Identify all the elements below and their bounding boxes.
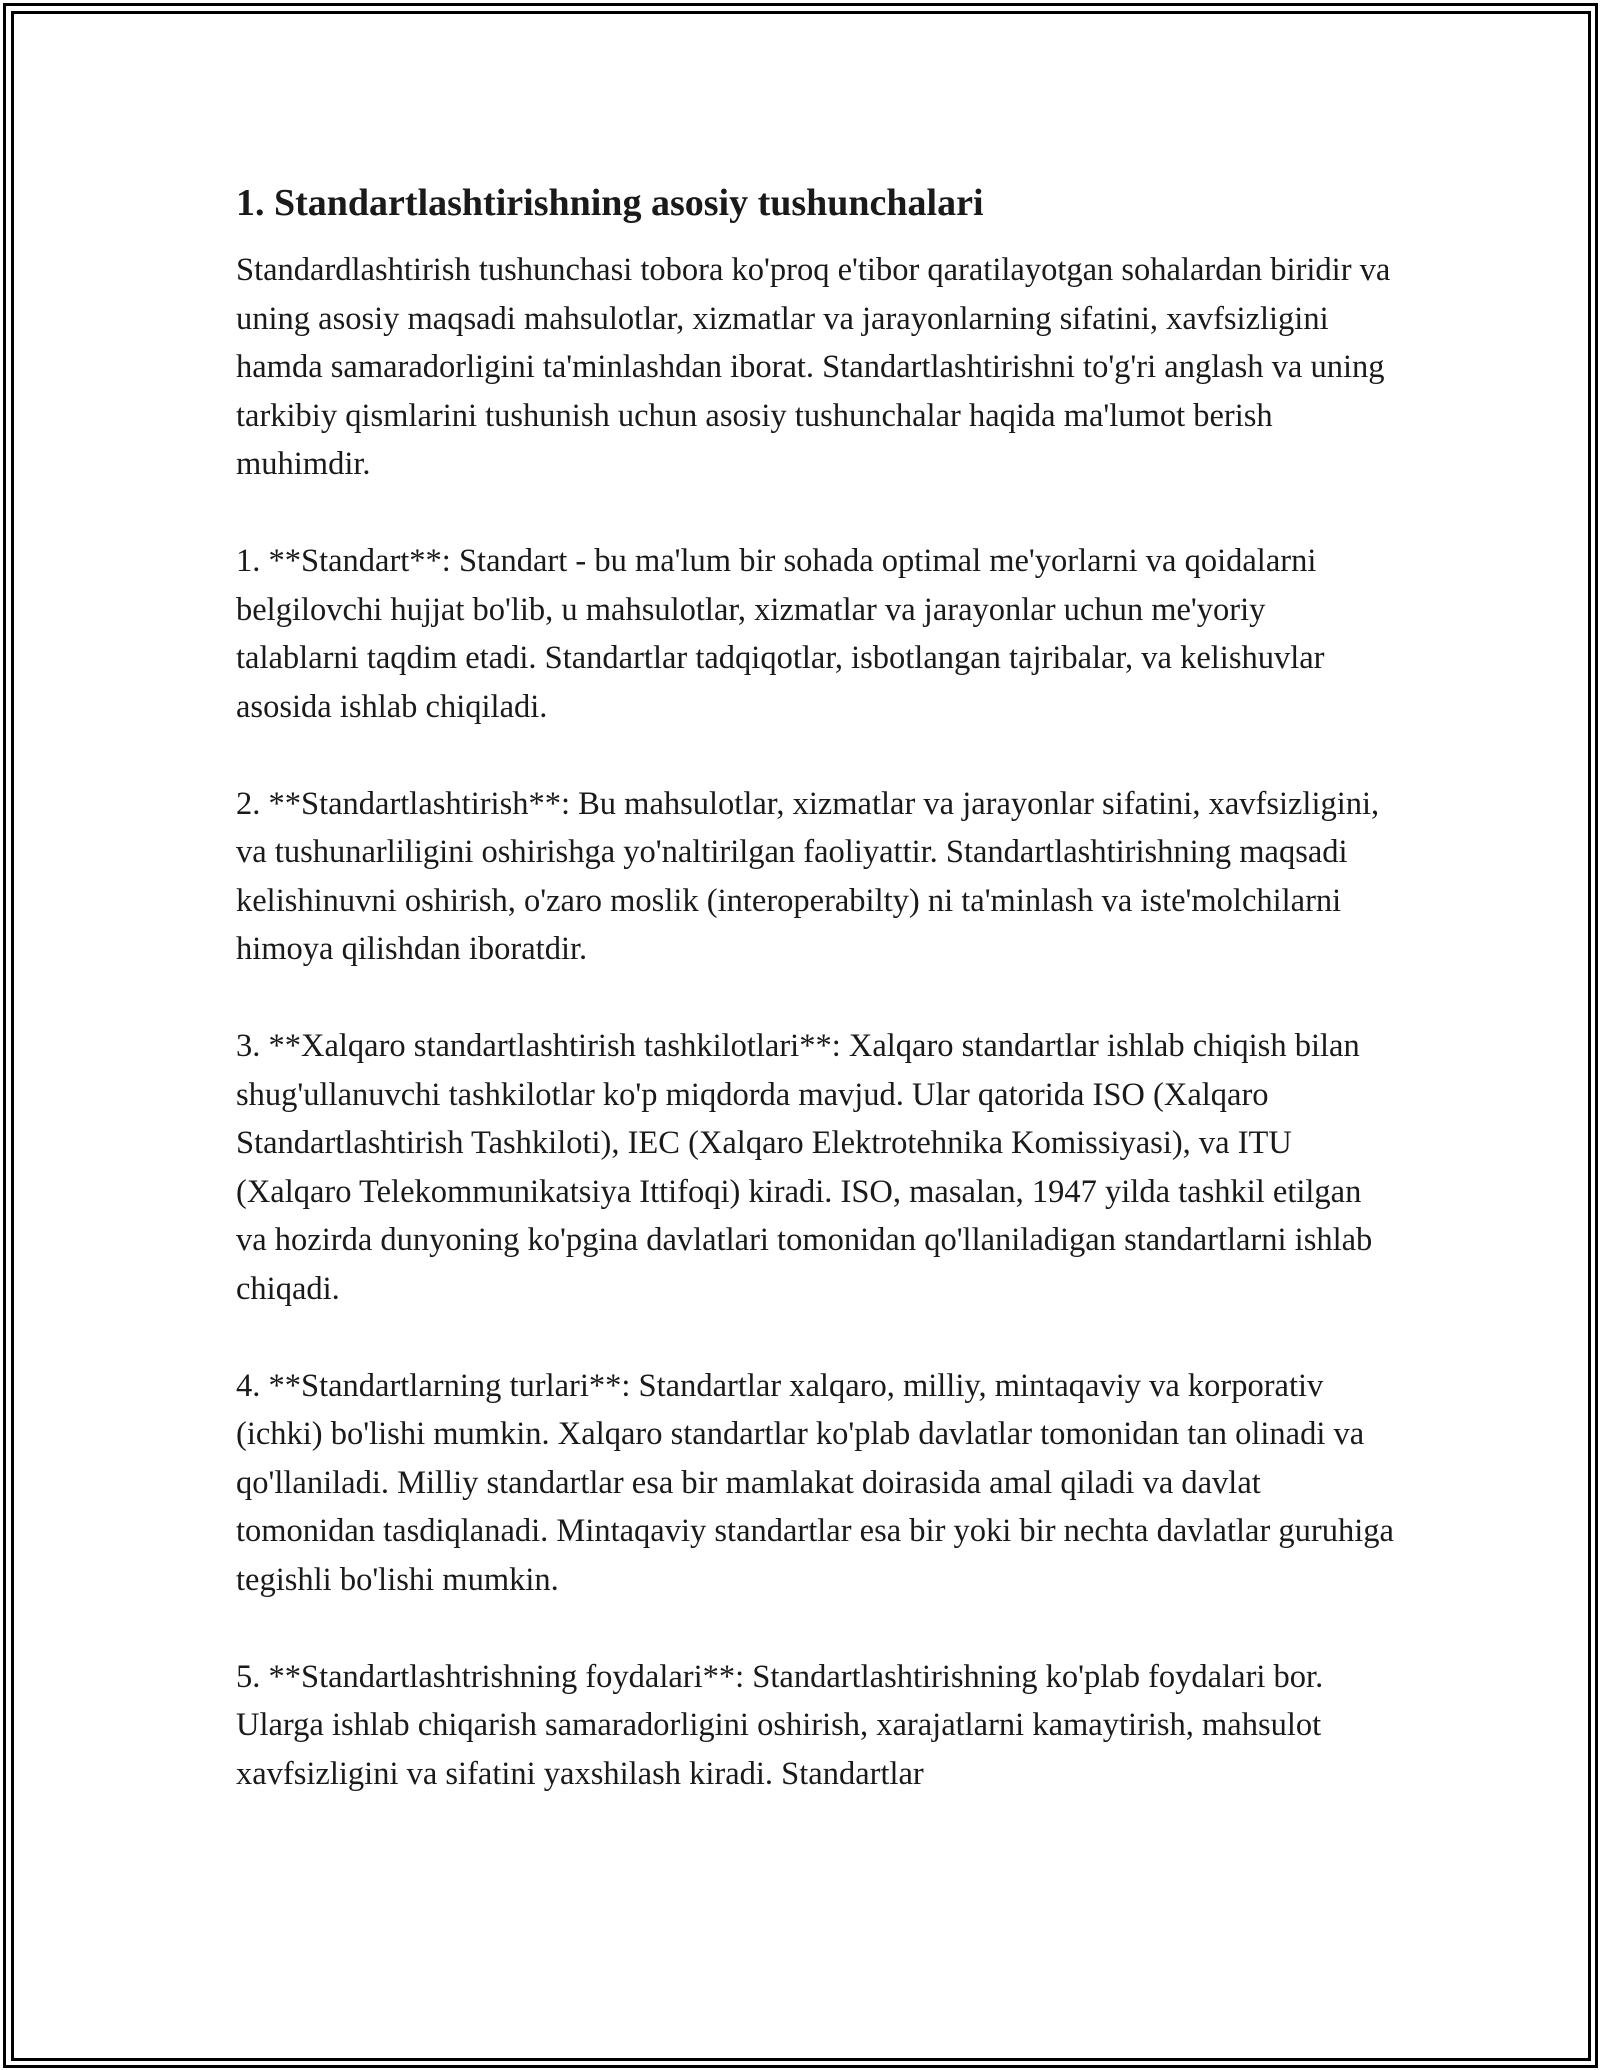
paragraph-standartlashtirish: 2. **Standartlashtirish**: Bu mahsulotlar, xizmatlar va jarayonlar sifatini, xavfsizligini, va tushunarliligini oshirishga yo'naltirilgan faoliyattir. Standartlashtirishning maqsadi kelishinuvni oshirish, o'zaro moslik (interoperabilty) ni ta'minlash va iste'molchilarni himoya qilishdan iboratdir. — [236, 785, 1380, 967]
intro-paragraph: Standardlashtirish tushunchasi tobora ko'proq e'tibor qaratilayotgan sohalardan biridir va uning asosiy maqsadi mahsulotlar, xizmatlar va jarayonlarning sifatini, xavfsizligini hamda samaradorligini ta'minlashdan iborat. Standartlashtirishni to'g'ri anglash va uning tarkibiy qismlarini tushunish uchun asosiy tushunchalar haqida ma'lumot berish muhimdir. — [236, 252, 1391, 482]
paragraph-foydalari: 5. **Standartlashtrishning foydalari**: Standartlashtirishning ko'plab foydalari bor. Ularga ishlab chiqarish samaradorligini oshirish, xarajatlarni kamaytirish, mahsulot xavfsizligini va sifatini yaxshilash kiradi. Standartlar — [236, 1658, 1324, 1792]
document-title: 1. Standartlashtirishning asosiy tushunchalari — [236, 182, 984, 224]
paragraph-xalqaro-tashkilotlar: 3. **Xalqaro standartlashtirish tashkilotlari**: Xalqaro standartlar ishlab chiqish bilan shug'ullanuvchi tashkilotlar ko'p miqdorda mavjud. Ular qatorida ISO (Xalqaro Standartlashtirish Tashkiloti), IEC (Xalqaro Elektrotehnika Komissiyasi), va ITU (Xalqaro Telekommunikatsiya Ittifoqi) kiradi. ISO, masalan, 1947 yilda tashkil etilgan va hozirda dunyoning ko'pgina davlatlari tomonidan qo'llaniladigan standartlarni ishlab chiqadi. — [236, 1028, 1373, 1307]
paragraph-standart: 1. **Standart**: Standart - bu ma'lum bir sohada optimal me'yorlarni va qoidalarni belgilovchi hujjat bo'lib, u mahsulotlar, xizmatlar va jarayonlar uchun me'yoriy talablarni taqdim etadi. Standartlar tadqiqotlar, isbotlangan tajribalar, va kelishuvlar asosida ishlab chiqiladi. — [236, 543, 1325, 725]
document-body — [236, 178, 1396, 1798]
paragraph-standartlar-turlari: 4. **Standartlarning turlari**: Standartlar xalqaro, milliy, mintaqaviy va korporativ (ichki) bo'lishi mumkin. Xalqaro standartlar ko'plab davlatlar tomonidan tan olinadi va qo'llaniladi. Milliy standartlar esa bir mamlakat doirasida amal qiladi va davlat tomonidan tasdiqlanadi. Mintaqaviy standartlar esa bir yoki bir nechta davlatlar guruhiga tegishli bo'lishi mumkin. — [236, 1367, 1394, 1598]
